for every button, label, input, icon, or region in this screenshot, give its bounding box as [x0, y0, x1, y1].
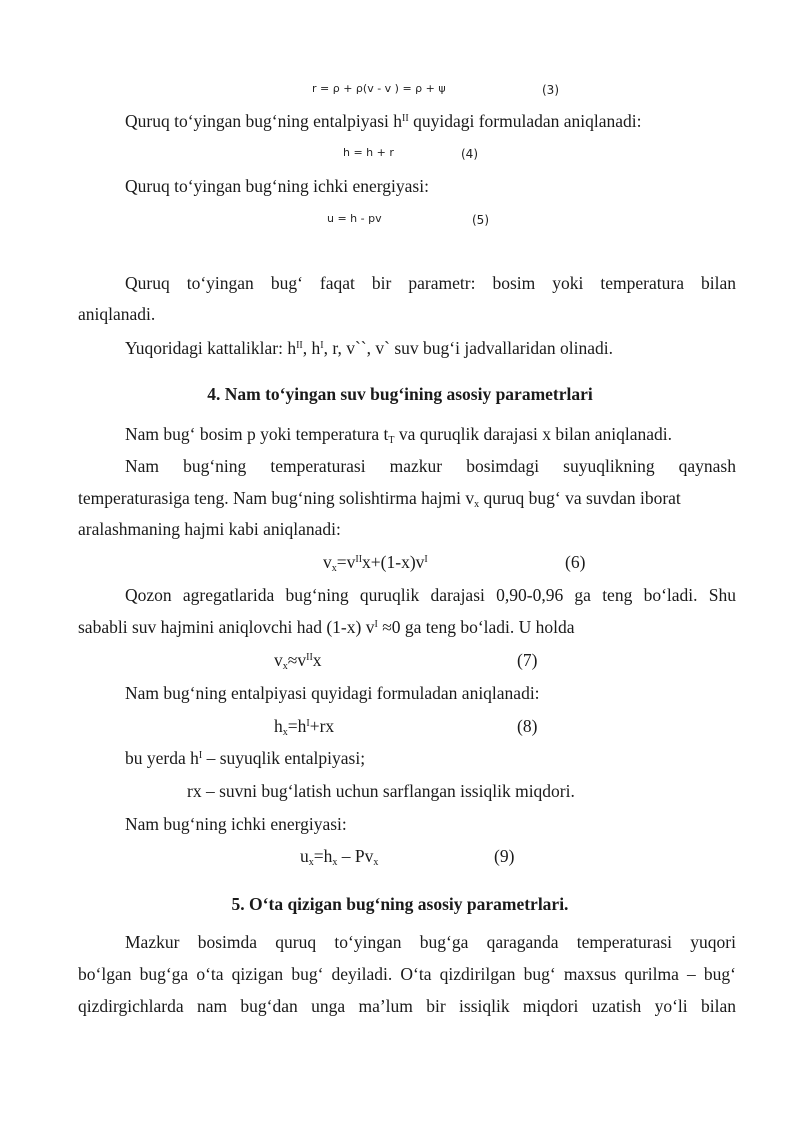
equation-6-number: (6) — [565, 552, 586, 572]
text: temperaturasiga teng. Nam bug‘ning solishtirma hajmi v — [78, 488, 475, 508]
superscript: I — [306, 718, 310, 729]
subscript: x — [373, 857, 379, 868]
formula-4 — [343, 142, 394, 164]
paragraph-line: Quruq to‘yingan bug‘ faqat bir parametr: bosim yoki temperatura bilan — [125, 273, 736, 293]
text: =v — [336, 552, 356, 572]
subscript: x — [282, 727, 288, 738]
formula-5 — [327, 208, 382, 230]
formula-5-text: u = h - pv — [327, 212, 382, 225]
text: quyidagi formuladan aniqlanadi: — [408, 111, 642, 131]
paragraph-line — [125, 747, 365, 769]
equation-6 — [323, 551, 428, 573]
text: x — [312, 650, 322, 670]
superscript: I — [320, 340, 324, 351]
subscript: x — [474, 499, 480, 510]
paragraph-line: aralashmaning hajmi kabi aniqlanadi: — [78, 519, 341, 539]
text: quruq bug‘ va suvdan iborat — [479, 488, 681, 508]
subscript: x — [331, 563, 337, 574]
equation-8-number: (8) — [517, 716, 538, 736]
formula-4-number: (4) — [461, 147, 478, 161]
text: +rx — [309, 716, 335, 736]
paragraph-line — [78, 487, 681, 509]
text: =h — [313, 846, 333, 866]
text: va quruqlik darajasi x bilan aniqlanadi. — [394, 424, 673, 444]
text: – Pv — [337, 846, 374, 866]
paragraph-line: Mazkur bosimda quruq to‘yingan bug‘ga qaraganda temperaturasi yuqori — [125, 932, 736, 952]
subscript: T — [388, 435, 395, 446]
paragraph-line — [125, 110, 642, 132]
equation-9 — [300, 845, 378, 867]
text: – suyuqlik entalpiyasi; — [202, 748, 366, 768]
text: sababli suv hajmini aniqlovchi had (1-x) v — [78, 617, 375, 637]
text: , h — [302, 338, 321, 358]
paragraph-line: Nam bug‘ning temperaturasi mazkur bosimdagi suyuqlikning qaynash — [125, 456, 736, 476]
section-heading-5: 5. O‘ta qizigan bug‘ning asosiy parametrlari. — [231, 894, 569, 914]
text: ≈v — [287, 650, 307, 670]
superscript: II — [296, 340, 303, 351]
superscript: I — [424, 554, 428, 565]
paragraph-line — [125, 423, 672, 445]
superscript: II — [402, 113, 409, 124]
paragraph-line — [125, 337, 613, 359]
subscript: x — [332, 857, 338, 868]
text: Nam bug‘ bosim p yoki temperatura t — [125, 424, 389, 444]
paragraph-line: qizdirgichlarda nam bug‘dan unga ma’lum bir issiqlik miqdori uzatish yo‘li bilan — [78, 996, 736, 1016]
text: =h — [287, 716, 307, 736]
equation-7 — [274, 649, 322, 671]
text: v — [323, 552, 332, 572]
paragraph-line: Qozon agregatlarida bug‘ning quruqlik darajasi 0,90-0,96 ga teng bo‘ladi. Shu — [125, 585, 736, 605]
paragraph-line: aniqlanadi. — [78, 304, 156, 324]
text: Yuqoridagi kattaliklar: h — [125, 338, 297, 358]
paragraph-line: Nam bug‘ning ichki energiyasi: — [125, 814, 347, 834]
formula-5-number: (5) — [472, 213, 489, 227]
formula-3-number: (3) — [542, 83, 559, 97]
superscript: I — [198, 750, 203, 761]
text: bu yerda h — [125, 748, 199, 768]
subscript: x — [282, 661, 288, 672]
paragraph-line: Nam bug‘ning entalpiyasi quyidagi formuladan aniqlanadi: — [125, 683, 540, 703]
superscript: I — [374, 619, 378, 630]
paragraph-line — [78, 616, 575, 638]
text: ≈0 ga teng bo‘ladi. U holda — [377, 617, 575, 637]
superscript: II — [306, 652, 313, 663]
equation-9-number: (9) — [494, 846, 515, 866]
text: Quruq to‘yingan bug‘ning entalpiyasi h — [125, 111, 403, 131]
equation-7-number: (7) — [517, 650, 538, 670]
superscript: II — [355, 554, 363, 565]
paragraph-line: rx – suvni bug‘latish uchun sarflangan issiqlik miqdori. — [187, 781, 575, 801]
paragraph-line: Quruq to‘yingan bug‘ning ichki energiyasi: — [125, 176, 429, 196]
formula-3 — [312, 78, 446, 100]
text: u — [300, 846, 309, 866]
paragraph-line: bo‘lgan bug‘ga o‘ta qizigan bug‘ deyiladi. O‘ta qizdirilgan bug‘ maxsus qurilma – bug‘ — [78, 964, 736, 984]
equation-8 — [274, 715, 334, 737]
section-heading-4: 4. Nam to‘yingan suv bug‘ining asosiy parametrlari — [207, 384, 593, 404]
text: v — [274, 650, 283, 670]
text: , r, v``, v` suv bug‘i jadvallaridan olinadi. — [323, 338, 614, 358]
text: x+(1-x)v — [362, 552, 425, 572]
subscript: x — [308, 857, 314, 868]
formula-4-text: h = h + r — [343, 146, 394, 159]
formula-3-text: r = ρ + ρ(v - v ) = ρ + ψ — [312, 82, 446, 95]
text: h — [274, 716, 283, 736]
